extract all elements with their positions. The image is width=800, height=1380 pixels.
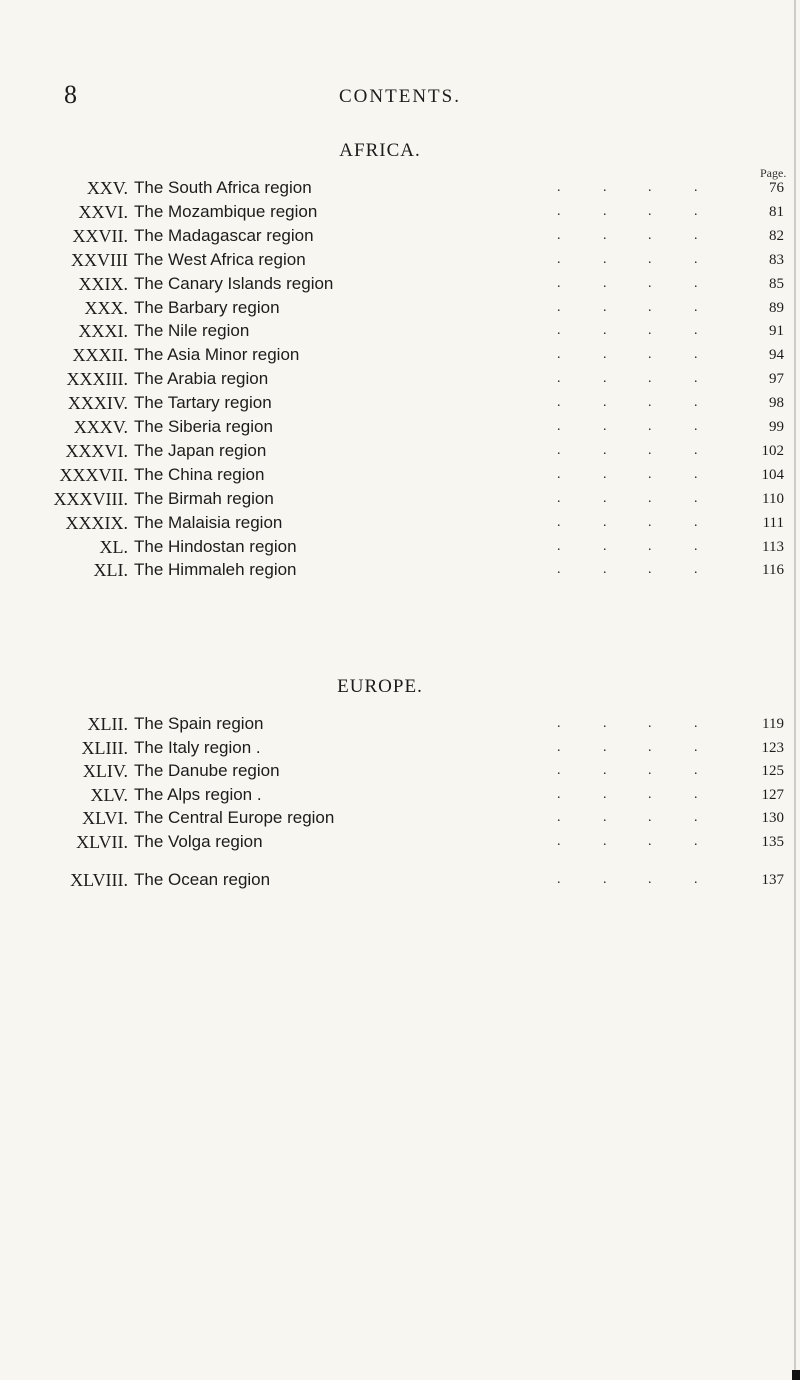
page-ref: 81 [769, 203, 784, 220]
page-ref: 104 [761, 466, 784, 483]
chapter-title: The West Africa region [134, 249, 306, 269]
toc-entry: XXVIII The West Africa region . . . . 83 [71, 249, 784, 270]
page-ref: 116 [762, 562, 784, 579]
toc-entry: XLVI. The Central Europe region . . . . 130 [82, 808, 784, 829]
chapter-title: The Birmah region [134, 488, 274, 508]
chapter-title: The Barbary region [134, 297, 280, 317]
chapter-numeral: XLIII. [81, 737, 128, 758]
chapter-numeral: XLV. [90, 784, 128, 805]
chapter-title: The Volga region [134, 832, 263, 851]
chapter-numeral: XXVI. [78, 201, 128, 222]
chapter-numeral: XXXIII. [66, 369, 128, 390]
page-ref: 119 [762, 716, 784, 732]
chapter-numeral: XLVIII. [70, 870, 128, 890]
page-edge-line [794, 0, 796, 1380]
chapter-title: The Arabia region [134, 369, 269, 389]
chapter-numeral: XXV. [86, 178, 128, 198]
chapter-title: The Italy region . [134, 737, 261, 757]
section-heading-africa: AFRICA. [339, 140, 421, 161]
page-ref: 137 [761, 872, 784, 888]
page-ref: 85 [769, 275, 784, 292]
toc-entry: XLV. The Alps region . . . . . 127 [90, 784, 784, 805]
toc-entry: XLIV. The Danube region . . . . 125 [82, 761, 784, 782]
toc-entry: XXXIX. The Malaisia region . . . . 111 [65, 512, 784, 533]
section-heading-europe: EUROPE. [337, 676, 423, 697]
page-ref: 113 [762, 538, 784, 555]
page-number: 8 [64, 80, 77, 109]
chapter-numeral: XXXVII. [59, 464, 128, 485]
page-ref: 123 [761, 739, 784, 756]
page-ref: 102 [761, 442, 784, 459]
toc-entry: XLIII. The Italy region . . . . . 123 [81, 737, 784, 758]
chapter-title: The Madagascar region [134, 225, 314, 245]
chapter-title: The China region [134, 464, 265, 484]
page-column-label: Page. [760, 166, 787, 180]
chapter-title: The Tartary region [134, 393, 272, 413]
toc-entry: XXXVII. The China region . . . . 104 [59, 464, 784, 485]
toc-entry: XLI. The Himmaleh region . . . . 116 [93, 560, 784, 581]
page-ref: 97 [769, 371, 784, 388]
page-ref: 82 [769, 227, 784, 244]
chapter-title: The Danube region [134, 761, 280, 781]
toc-entry: XXVII. The Madagascar region . . . . 82 [72, 225, 784, 246]
toc-entry: XXXIII. The Arabia region . . . . 97 [66, 369, 784, 390]
toc-entry: XXV. The South Africa region . . . . 76 [86, 178, 784, 198]
toc-entry: XLII. The Spain region . . . . 119 [87, 714, 784, 734]
toc-entry: XL. The Hindostan region . . . . 113 [99, 536, 784, 557]
toc-entry: XLVII. The Volga region . . . . 135 [76, 832, 784, 852]
toc-entry: XXVI. The Mozambique region . . . . 81 [78, 201, 784, 222]
chapter-title: The Alps region . [134, 784, 262, 804]
page-ref: 91 [769, 323, 784, 340]
chapter-numeral: XXXIX. [65, 512, 128, 533]
chapter-title: The Nile region [134, 321, 250, 341]
chapter-numeral: XLI. [93, 560, 128, 581]
chapter-numeral: XXXVIII. [53, 488, 128, 509]
chapter-numeral: XXXII. [72, 345, 128, 366]
chapter-numeral: XXVII. [72, 225, 128, 246]
chapter-numeral: XL. [99, 536, 128, 557]
page-ref: 130 [761, 810, 784, 827]
chapter-numeral: XXX. [84, 297, 128, 318]
chapter-title: The Japan region [134, 440, 267, 460]
chapter-title: The Mozambique region [134, 201, 318, 221]
chapter-numeral: XXIX. [78, 273, 128, 294]
toc-entry: XXXV. The Siberia region . . . . 99 [73, 417, 784, 437]
chapter-title: The Malaisia region [134, 512, 283, 532]
toc-entry: XLVIII. The Ocean region . . . . 137 [70, 870, 784, 890]
chapter-title: The Himmaleh region [134, 560, 297, 580]
chapter-numeral: XXXVI. [65, 440, 128, 461]
toc-entry: XXXIV. The Tartary region . . . . 98 [67, 393, 784, 414]
toc-entry: XXXI. The Nile region . . . . 91 [78, 321, 784, 342]
page-ref: 127 [761, 786, 784, 803]
chapter-title: The Central Europe region [134, 808, 335, 828]
chapter-title: The Spain region [134, 714, 264, 733]
page-ref: 94 [769, 347, 784, 364]
chapter-title: The Siberia region [134, 417, 273, 436]
chapter-numeral: XXXI. [78, 321, 128, 342]
page-ref: 111 [762, 514, 784, 531]
chapter-title: The South Africa region [134, 178, 312, 197]
chapter-title: The Hindostan region [134, 536, 297, 556]
toc-entry: XXXVIII. The Birmah region . . . . 110 [53, 488, 784, 509]
toc-entry: XXIX. The Canary Islands region . . . . 85 [78, 273, 784, 294]
page-ref: 110 [762, 490, 784, 507]
toc-entry: XXXII. The Asia Minor region . . . . 94 [72, 345, 784, 366]
toc-entry: XXX. The Barbary region . . . . 89 [84, 297, 784, 318]
chapter-numeral: XXXIV. [67, 393, 128, 414]
chapter-numeral: XLVI. [82, 808, 128, 829]
chapter-title: The Canary Islands region [134, 273, 334, 293]
chapter-title: The Asia Minor region [134, 345, 300, 365]
corner-mark [792, 1370, 800, 1380]
page-ref: 99 [769, 419, 784, 435]
chapter-numeral: XLII. [87, 714, 128, 734]
chapter-numeral: XLIV. [82, 761, 128, 782]
chapter-title: The Ocean region [134, 870, 271, 889]
page-ref: 135 [761, 834, 784, 850]
page-ref: 83 [769, 251, 784, 268]
page-ref: 76 [769, 180, 784, 196]
page-ref: 98 [769, 395, 784, 412]
chapter-numeral: XXVIII [71, 249, 128, 270]
page-ref: 89 [769, 299, 784, 316]
chapter-numeral: XLVII. [76, 832, 128, 852]
running-head: CONTENTS. [339, 86, 461, 107]
page-ref: 125 [761, 763, 784, 780]
chapter-numeral: XXXV. [73, 417, 128, 437]
toc-entry: XXXVI. The Japan region . . . . 102 [65, 440, 784, 461]
